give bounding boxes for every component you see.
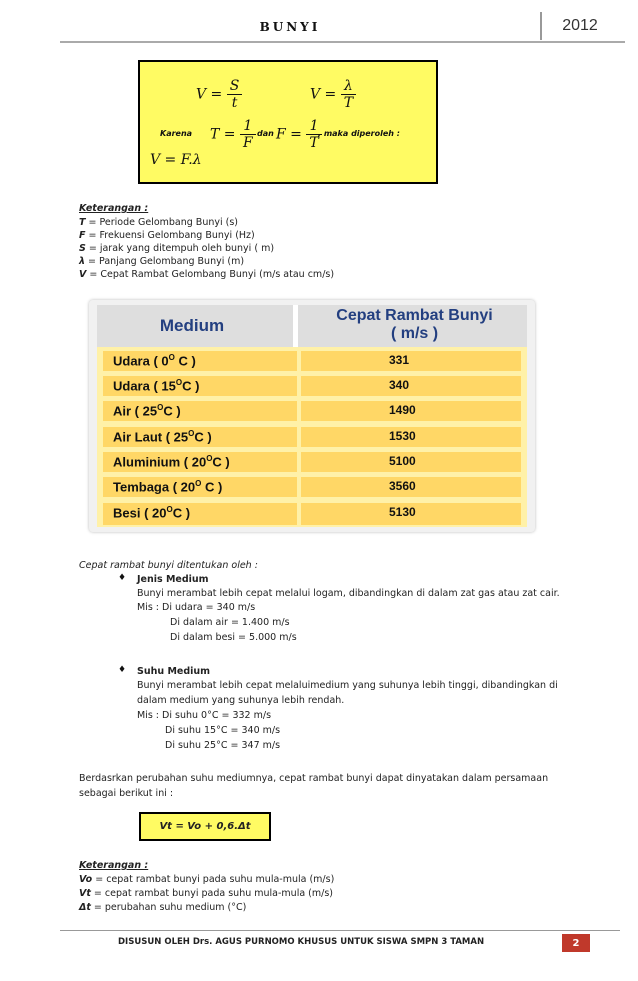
table-row [103, 351, 521, 371]
description: = cepat rambat bunyi pada suhu mula-mula (m/s) [92, 874, 335, 885]
keterangan-list [79, 216, 334, 281]
speed-table [97, 305, 527, 527]
formula-f-1-t [276, 118, 322, 151]
unit: C ) [172, 505, 191, 521]
bullet-text: Bunyi merambat lebih cepat melalui logam, dibandingkan di dalam zat gas atau zat cair. [137, 588, 560, 599]
paragraph: sebagai berikut ini : [79, 788, 174, 799]
keterangan-item [79, 887, 333, 901]
bullet-text: dalam medium yang suhunya lebih rendah. [137, 695, 345, 706]
description: = Cepat Rambat Gelombang Bunyi (m/s atau cm/s) [86, 269, 335, 280]
bullet-title-jenis-medium: Jenis Medium [137, 574, 209, 585]
symbol: S [79, 243, 86, 254]
header-speed [302, 307, 527, 343]
keterangan-item [79, 873, 334, 887]
formula-lhs: V = [310, 86, 337, 103]
keterangan-item [79, 255, 334, 268]
formula-result: V = F.λ [150, 152, 202, 168]
table-row [103, 401, 521, 421]
degree-sign: O [175, 378, 183, 387]
numerator: 1 [306, 118, 321, 135]
fraction [341, 78, 356, 111]
description: = Frekuensi Gelombang Bunyi (Hz) [85, 230, 255, 241]
numerator: S [227, 78, 243, 95]
medium-cell [113, 505, 190, 520]
numerator: 1 [240, 118, 256, 135]
speed-cell: 3560 [389, 479, 416, 493]
description: = jarak yang ditempuh oleh bunyi ( m) [85, 243, 275, 254]
numerator: λ [341, 78, 356, 95]
footer-rule [60, 930, 620, 931]
table-row [103, 503, 521, 525]
symbol: λ [79, 256, 86, 267]
example-line: Di suhu 25°C = 347 m/s [165, 740, 281, 751]
unit: C ) [194, 429, 212, 445]
example-line: Mis : Di suhu 0°C = 332 m/s [137, 710, 272, 721]
dan-label: dan [257, 129, 274, 138]
medium-name: Air Laut ( 25 [113, 429, 189, 445]
unit: C ) [212, 454, 230, 470]
medium-cell [113, 378, 199, 393]
speed-cell: 1490 [389, 403, 416, 417]
example-line: Mis : Di udara = 340 m/s [137, 602, 256, 613]
fraction [240, 118, 256, 151]
unit: C ) [163, 403, 181, 419]
medium-name: Udara ( 15 [113, 378, 176, 394]
symbol: Vt [79, 888, 91, 899]
keterangan-item [79, 229, 334, 242]
table-row [103, 477, 521, 497]
speed-cell: 331 [389, 353, 410, 367]
keterangan-item [79, 268, 334, 281]
bullet-text: Bunyi merambat lebih cepat melaluimedium yang suhunya lebih tinggi, dibandingkan di [137, 680, 558, 691]
formula-lhs: F = [276, 126, 302, 143]
maka-label: , maka diperoleh : [318, 129, 400, 138]
table-row [103, 452, 521, 472]
karena-label: Karena [160, 129, 193, 138]
header-year: 2012 [562, 17, 598, 34]
medium-cell [113, 454, 230, 469]
speed-cell: 5130 [389, 505, 416, 519]
speed-cell: 5100 [389, 454, 416, 468]
diamond-bullet-icon: ♦ [118, 665, 127, 675]
formula-t-1-f [210, 118, 256, 151]
unit: C ) [201, 479, 223, 495]
paragraph: Berdasrkan perubahan suhu mediumnya, cepat rambat bunyi dapat dinyatakan dalam persamaan [79, 773, 549, 784]
example-line: Di dalam besi = 5.000 m/s [170, 632, 297, 643]
keterangan-heading-2: Keterangan : [79, 860, 149, 871]
table-header [97, 305, 527, 347]
denominator: F [242, 135, 253, 151]
page-number: 2 [562, 934, 590, 952]
symbol: Δt [79, 902, 91, 913]
symbol: Vo [79, 874, 93, 885]
denominator: T [343, 95, 354, 111]
unit: C ) [174, 353, 196, 369]
formula-lhs: T = [210, 126, 236, 143]
header-speed-line1: Cepat Rambat Bunyi [336, 307, 493, 324]
speed-cell: 1530 [389, 429, 416, 443]
degree-sign: O [188, 429, 195, 438]
header-medium: Medium [159, 316, 225, 335]
symbol: V [79, 269, 87, 280]
section-intro: Cepat rambat bunyi ditentukan oleh : [79, 560, 258, 571]
denominator: T [309, 135, 319, 151]
table-row [103, 427, 521, 447]
formula-v-lambda-t [310, 78, 356, 111]
diamond-bullet-icon: ♦ [118, 573, 127, 583]
symbol: F [79, 230, 86, 241]
example-line: Di dalam air = 1.400 m/s [170, 617, 290, 628]
keterangan-heading: Keterangan : [79, 203, 149, 214]
formula-lhs: V = [196, 86, 223, 103]
medium-name: Tembaga ( 20 [113, 479, 196, 495]
degree-sign: O [157, 403, 164, 412]
medium-cell [113, 353, 196, 368]
degree-sign: O [195, 479, 202, 488]
keterangan-item [79, 242, 334, 255]
description: = perubahan suhu medium (°C) [90, 902, 247, 913]
formula-v-s-t [196, 78, 242, 111]
degree-sign: O [166, 505, 173, 514]
keterangan-item [79, 216, 334, 229]
description: = Panjang Gelombang Bunyi (m) [85, 256, 245, 267]
unit: C ) [182, 378, 200, 394]
medium-name: Air ( 25 [113, 403, 158, 419]
speed-table-image [89, 300, 535, 532]
medium-name: Besi ( 20 [113, 505, 167, 521]
formula-box [138, 60, 438, 184]
bullet-title-suhu-medium: Suhu Medium [137, 666, 211, 677]
description: = cepat rambat bunyi pada suhu mula-mula (m/s) [90, 888, 333, 899]
footer-text: DISUSUN OLEH Drs. AGUS PURNOMO KHUSUS UNTUK SISWA SMPN 3 TAMAN [118, 937, 485, 947]
vt-formula-box: Vt = Vo + 0,6.Δt [139, 812, 271, 841]
column-separator [297, 347, 301, 527]
example-line: Di suhu 15°C = 340 m/s [165, 725, 281, 736]
header-speed-line2: ( m/s ) [390, 325, 439, 342]
keterangan-item [79, 901, 246, 915]
denominator: t [231, 95, 238, 111]
medium-cell [113, 479, 222, 494]
speed-cell: 340 [389, 378, 410, 392]
medium-cell [113, 403, 181, 418]
medium-name: Udara ( 0 [113, 353, 169, 369]
header-divider [540, 12, 542, 40]
medium-cell [113, 429, 212, 444]
header-rule [60, 41, 625, 43]
degree-sign: O [168, 353, 175, 362]
table-row [103, 376, 521, 396]
degree-sign: O [206, 454, 213, 463]
symbol: T [79, 217, 86, 228]
medium-name: Aluminium ( 20 [113, 454, 207, 470]
page-header-title: BUNYI [259, 20, 321, 34]
header-separator [293, 305, 298, 347]
description: = Periode Gelombang Bunyi (s) [85, 217, 239, 228]
fraction [227, 78, 243, 111]
